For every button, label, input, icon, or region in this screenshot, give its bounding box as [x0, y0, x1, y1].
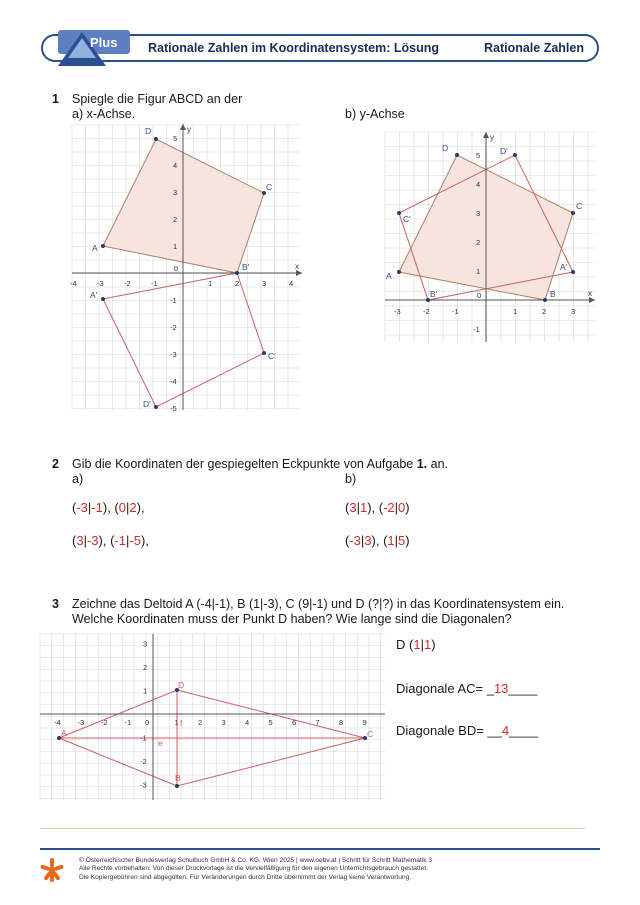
- point-label-c1: C': [268, 351, 276, 361]
- y-tick-label: 4: [476, 180, 481, 189]
- svg-text:A: A: [61, 728, 67, 738]
- x-tick-label: -1: [124, 718, 132, 727]
- x-tick-label: 2: [542, 307, 547, 316]
- y-tick-label: -3: [140, 780, 147, 790]
- axis-y-label: y: [187, 125, 191, 134]
- y-tick-label: -2: [140, 757, 147, 766]
- logo-text: Plus: [90, 35, 118, 50]
- x-tick-label: 8: [339, 718, 344, 727]
- publisher-star-icon: [39, 857, 65, 883]
- svg-text:B: B: [175, 773, 181, 783]
- graph-x-mirror: [66, 122, 316, 417]
- point-label-d: D: [145, 126, 152, 136]
- x-tick-label: 4: [289, 279, 294, 288]
- svg-text:e: e: [158, 738, 163, 748]
- y-tick-label: 2: [476, 238, 481, 247]
- x-tick-label: -1: [151, 279, 158, 288]
- task1-part-a: a) x-Achse.: [72, 107, 136, 121]
- y-tick-label: 1: [173, 242, 178, 251]
- point-label-d1: D': [143, 399, 151, 409]
- answer-diagonal-ac: Diagonale AC= _13____: [396, 681, 538, 696]
- y-tick-label: 2: [173, 215, 178, 224]
- y-tick-label: 1: [143, 686, 148, 696]
- y-tick-label: 2: [143, 663, 148, 672]
- x-tick-label: 2: [198, 718, 203, 727]
- x-tick-label: 3: [262, 279, 267, 288]
- graph-deltoid: [38, 630, 388, 805]
- answer-b-line1: (3|1), (-2|0): [345, 500, 410, 515]
- x-tick-label: -3: [394, 307, 401, 316]
- svg-text:C': C': [403, 214, 411, 224]
- point-label-a: A: [92, 243, 98, 253]
- y-tick-label: 5: [476, 151, 481, 160]
- graph-y-mirror: [375, 128, 605, 346]
- y-tick-label: 5: [173, 134, 178, 143]
- task2-label-a: a): [72, 472, 84, 486]
- x-tick-label: 5: [268, 718, 273, 727]
- svg-text:D': D': [500, 146, 508, 156]
- svg-text:D: D: [442, 143, 449, 153]
- x-tick-label: 1: [208, 279, 213, 288]
- answer-b-line2: (-3|3), (1|5): [345, 533, 410, 548]
- svg-text:y: y: [490, 133, 494, 142]
- footer-rule-green: [40, 828, 585, 829]
- page-title: Rationale Zahlen im Koordinatensystem: Lösung: [148, 41, 440, 55]
- x-tick-label: -2: [423, 307, 430, 316]
- svg-text:x: x: [588, 289, 592, 298]
- task1-number: 1: [52, 92, 59, 106]
- x-tick-label: 3: [571, 307, 576, 316]
- svg-text:0: 0: [477, 291, 482, 300]
- svg-text:B': B': [430, 289, 438, 299]
- x-tick-label: -1: [452, 307, 459, 316]
- x-tick-label: -2: [124, 279, 131, 288]
- x-tick-label: 1: [513, 307, 518, 316]
- svg-text:A': A': [560, 262, 568, 272]
- svg-text:f: f: [180, 718, 183, 728]
- point-label-a1: A': [90, 290, 98, 300]
- y-tick-label: 4: [173, 161, 178, 170]
- svg-text:A: A: [386, 271, 392, 281]
- answer-d-point: D (1|1): [396, 637, 436, 652]
- y-tick-label: 3: [173, 188, 178, 197]
- footer-copyright: © Österreichischer Bundesverlag Schulbuch GmbH & Co. KG, Wien 2025 | www.oebv.at | Schritt für Schritt Mathematik 3 Alle Rechte vorbehalten. Von dieser Druckvorlage ist die Vervielfältigung für den eigenen Unterrichtsgebrauch gestattet. Die Kopiergebühren sind abgegolten. Für Veränderungen durch Dritte übernimmt der Verlag keine Verantwortung.: [79, 857, 433, 881]
- x-tick-label: 4: [245, 718, 250, 727]
- y-tick-label: -3: [170, 350, 177, 359]
- topic-title: Rationale Zahlen: [483, 41, 584, 55]
- svg-text:C: C: [576, 201, 583, 211]
- answer-a-line2: (3|-3), (-1|-5),: [72, 533, 149, 548]
- svg-text:D: D: [178, 680, 185, 690]
- task3-line1: Zeichne das Deltoid A (-4|-1), B (1|-3), C (9|-1) und D (?|?) in das Koordinatensystem ein.: [72, 597, 565, 611]
- y-tick-label: -1: [140, 733, 147, 743]
- y-tick-label: -1: [170, 296, 177, 305]
- svg-text:B: B: [550, 289, 556, 299]
- x-tick-label: -2: [101, 718, 108, 727]
- y-tick-label: -5: [170, 404, 177, 413]
- graph-c-grid: [40, 634, 385, 800]
- y-tick-label: -1: [473, 325, 480, 334]
- task1-text: Spiegle die Figur ABCD an der: [72, 92, 243, 106]
- origin-label: 0: [174, 264, 179, 273]
- x-tick-label: -3: [97, 279, 104, 288]
- task2-number: 2: [52, 457, 59, 471]
- point-label-c: C: [266, 182, 273, 192]
- x-tick-label: 2: [235, 279, 240, 288]
- svg-text:C: C: [367, 729, 374, 739]
- x-tick-label: 7: [315, 718, 320, 727]
- x-tick-label: 6: [292, 718, 297, 727]
- plus-logo: [50, 28, 132, 68]
- x-tick-label: 9: [362, 718, 367, 727]
- axis-x-label: x: [295, 262, 299, 271]
- point-label-b1: B': [242, 262, 250, 272]
- task2-text: Gib die Koordinaten der gespiegelten Eckpunkte von Aufgabe 1. an.: [72, 457, 448, 471]
- footer-rule-blue: [40, 848, 600, 850]
- answer-diagonal-bd: Diagonale BD= __4____: [396, 723, 539, 738]
- answer-a-line1: (-3|-1), (0|2),: [72, 500, 145, 515]
- x-tick-label: -4: [54, 718, 61, 727]
- y-tick-label: 3: [143, 639, 148, 649]
- x-tick-label: -4: [70, 279, 77, 288]
- y-tick-label: -4: [170, 377, 177, 386]
- task3-number: 3: [52, 597, 59, 611]
- y-tick-label: 3: [476, 209, 481, 218]
- task2-label-b: b): [345, 472, 357, 486]
- x-tick-label: 1: [174, 718, 179, 727]
- task1-part-b: b) y-Achse: [345, 107, 405, 121]
- task3-line2: Welche Koordinaten muss der Punkt D haben? Wie lange sind die Diagonalen?: [72, 612, 512, 626]
- x-tick-label: 0: [145, 718, 150, 727]
- x-tick-label: 3: [221, 718, 226, 727]
- y-tick-label: -2: [170, 323, 177, 332]
- x-tick-label: -3: [77, 718, 85, 727]
- y-tick-label: 1: [476, 267, 481, 276]
